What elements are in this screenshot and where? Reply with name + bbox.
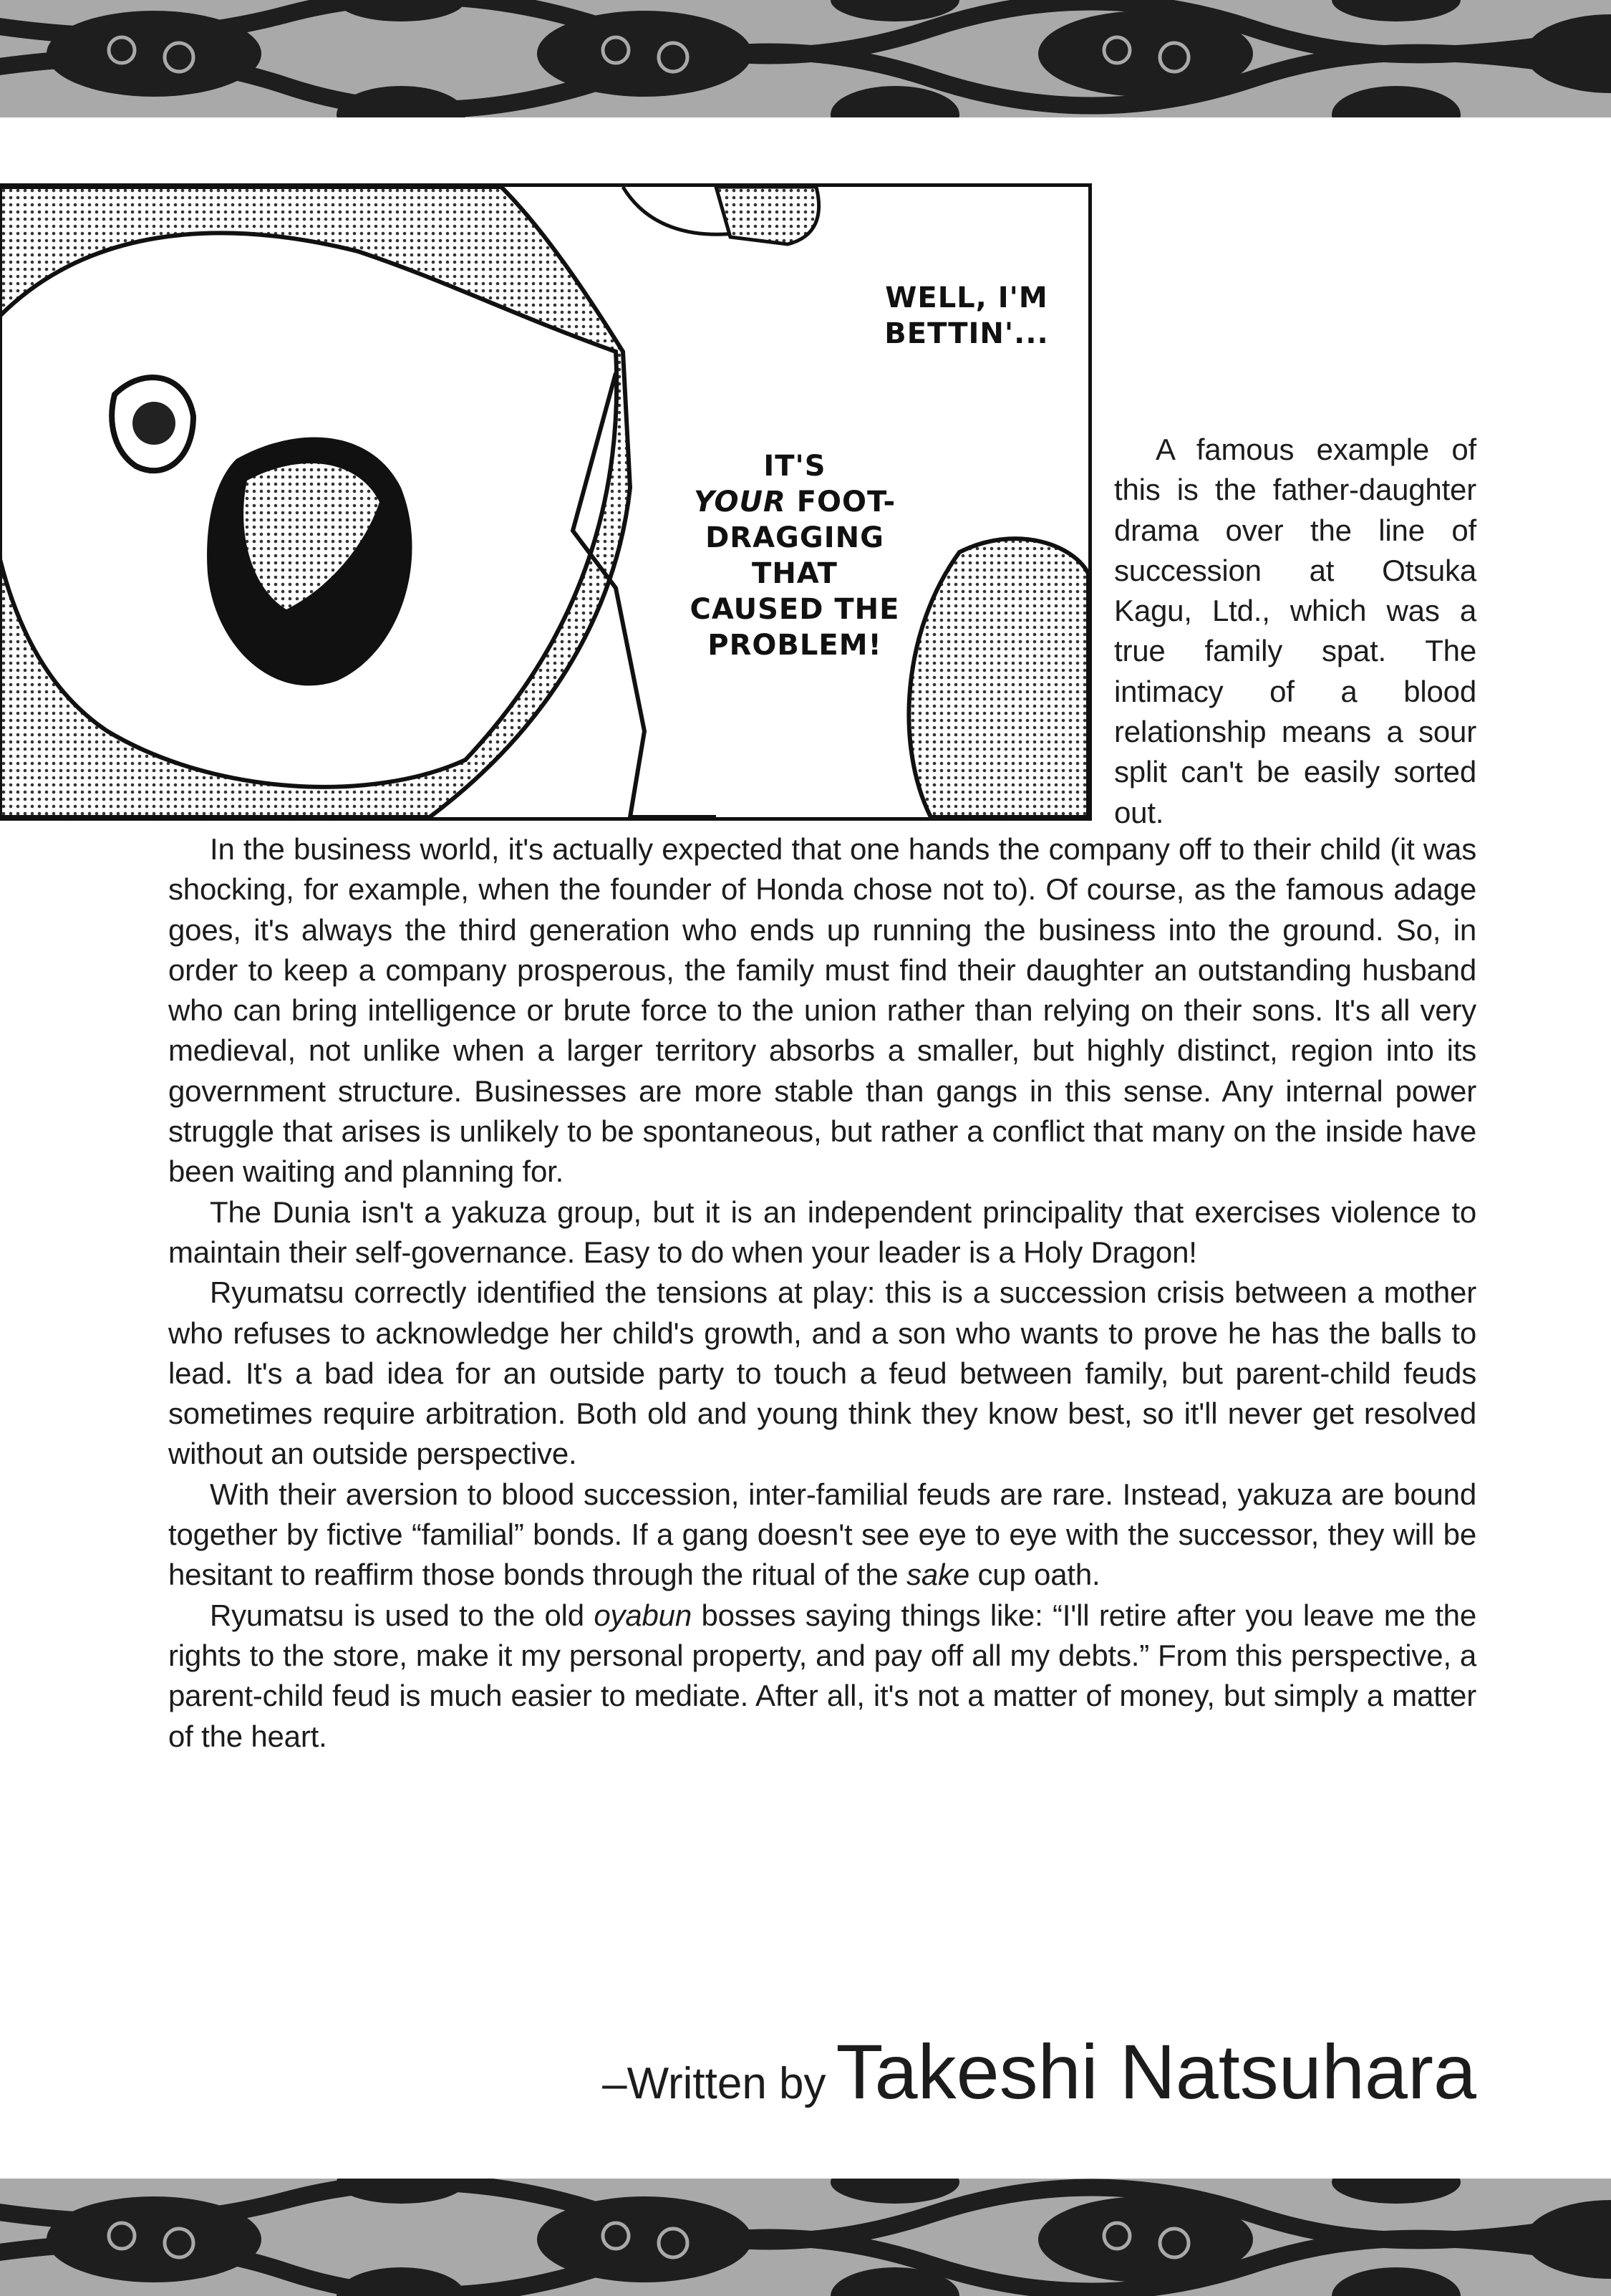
italic-term: oyabun	[594, 1598, 692, 1632]
text-run: With their aversion to blood succession, inter-familial feuds are rare. Instead, yakuza are bound together by fictive “familial” bonds. If a gang doesn't see eye to eye with the successor, they will be hesitant to reaffirm those bonds through the ritual of the	[168, 1477, 1476, 1592]
paragraph-yakuza-bonds	[168, 1475, 1476, 1596]
author-name: Takeshi Natsuhara	[836, 2028, 1476, 2115]
paragraph-dunia: The Dunia isn't a yakuza group, but it is an independent principality that exercises violence to maintain their self-governance. Easy to do when your leader is a Holy Dragon!	[168, 1195, 1476, 1269]
paragraph-otsuka-kagu: A famous example of this is the father-daughter drama over the line of succession at Otsuka Kagu, Ltd., which was a true family spat. The intimacy of a blood relationship means a sour split can't be easily sorted out.	[1114, 433, 1476, 829]
text-run: Ryumatsu is used to the old	[210, 1598, 594, 1632]
text-run: bosses saying things like: “I'll retire after you leave me the rights to the store, make it my personal property, and pay off all my debts.” From this perspective, a parent-child feud is much easier to mediate. After all, it's not a matter of money, but simply a matter of the heart.	[168, 1598, 1476, 1753]
speech-line	[666, 484, 924, 520]
side-column-text	[1114, 430, 1476, 833]
text-run: cup oath.	[969, 1558, 1100, 1592]
speech-text: FOOT-	[785, 486, 896, 518]
decorative-cloud-pattern-band-top	[0, 0, 1611, 117]
cloud-pattern-icon	[0, 2179, 1611, 2296]
main-body-text	[168, 829, 1476, 1757]
author-signature	[602, 2027, 1476, 2116]
signature-prefix: –Written by	[602, 2059, 826, 2108]
speech-line: WELL, I'M	[885, 281, 1048, 314]
paragraph-business-succession: In the business world, it's actually expected that one hands the company off to their child (it was shocking, for example, when the founder of Honda chose not to). Of course, as the famous adage goes, it's always the third generation who ends up running the business into the ground. So, in order to keep a company prosperous, the family must find their daughter an outstanding husband who can bring intelligence or brute force to the union rather than relying on their sons. It's all very medieval, not unlike when a larger territory absorbs a smaller, but highly distinct, region into its government structure. Businesses are more stable than gangs in this sense. Any internal power struggle that arises is unlikely to be spontaneous, but rather a conflict that many on the inside have been waiting and planning for.	[168, 832, 1476, 1189]
speech-line: IT'S	[763, 450, 826, 483]
decorative-cloud-pattern-band-bottom	[0, 2179, 1611, 2296]
speech-line: CAUSED THE	[690, 593, 900, 626]
speech-emphasis: YOUR	[693, 486, 786, 518]
speech-line: THAT	[752, 557, 838, 590]
manga-panel	[0, 183, 1092, 821]
cloud-pattern-icon	[0, 0, 1611, 117]
speech-line: BETTIN'...	[884, 317, 1049, 350]
speech-line: PROBLEM!	[707, 629, 882, 662]
italic-term: sake	[906, 1558, 969, 1592]
speech-bubble-wager	[859, 280, 1074, 352]
speech-bubble-accusation	[666, 448, 924, 663]
paragraph-ryumatsu-tensions: Ryumatsu correctly identified the tensions at play: this is a succession crisis between a mother who refuses to acknowledge her child's growth, and a son who wants to prove he has the balls to lead. It's a bad idea for an outside party to touch a feud between family, but parent-child feuds sometimes require arbitration. Both old and young think they know best, so it'll never get resolved without an outside perspective.	[168, 1275, 1476, 1471]
paragraph-oyabun	[168, 1596, 1476, 1757]
speech-line: DRAGGING	[705, 521, 884, 554]
